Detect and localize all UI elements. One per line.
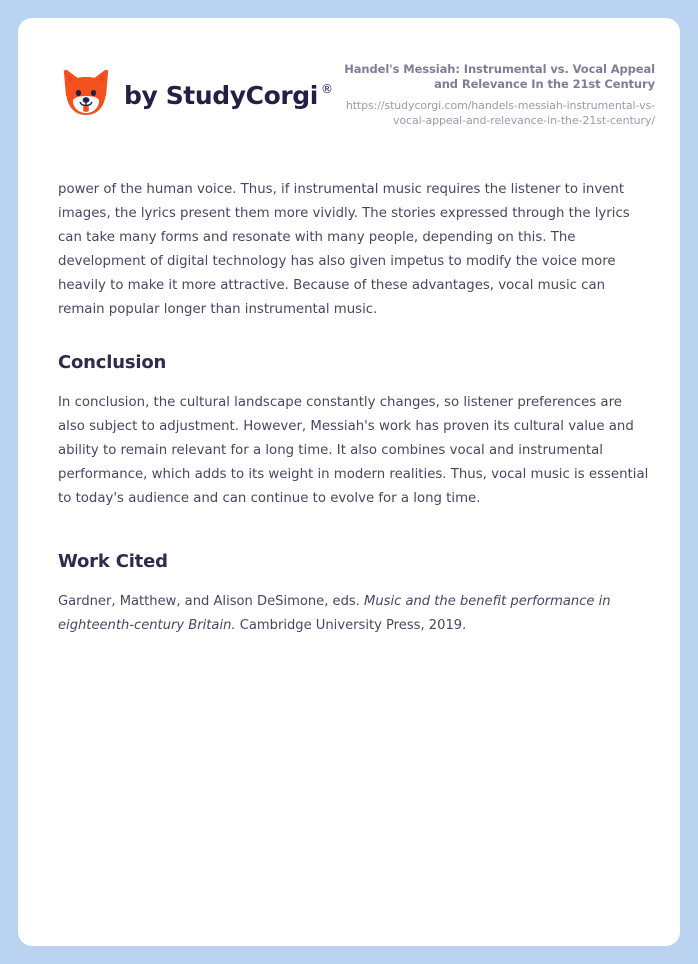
citation-entry [58,590,653,638]
heading-work-cited: Work Cited [58,551,168,572]
corgi-mascot-icon [60,68,112,122]
paragraph-conclusion: In conclusion, the cultural landscape constantly changes, so listener preferences are also subject to adjustment. However, Messiah's work has proven its cultural value and ability to remain relevant for a long time. It also combines vocal and instrumental performance, which adds to its weight in modern realities. Thus, vocal music is essential to today's audience and can continue to evolve for a long time. [58,395,649,506]
citation-publisher: Cambridge University Press, 2019. [235,618,467,633]
document-content [58,178,653,638]
document-meta [333,62,655,128]
document-header [18,18,680,140]
citation-title: Music and the benefit performance in eighteenth-century Britain. [58,594,611,633]
document-title: Handel's Messiah: Instrumental vs. Vocal Appeal and Relevance In the 21st Century [344,62,655,91]
brand-wordmark-text: by StudyCorgi [124,80,318,110]
brand-wordmark [124,81,333,110]
heading-conclusion: Conclusion [58,352,167,373]
document-url[interactable]: https://studycorgi.com/handels-messiah-instrumental-vs-vocal-appeal-and-relevance-in-the-21st-century/ [345,99,655,127]
registered-trademark-icon: ® [320,81,333,96]
paragraph-continued: power of the human voice. Thus, if instrumental music requires the listener to invent images, the lyrics present them more vividly. The stories expressed through the lyrics can take many forms and resonate with many people, depending on this. The development of digital technology has also given impetus to modify the voice more heavily to make it more attractive. Because of these advantages, vocal music can remain popular longer than instrumental music. [58,182,630,317]
citation-authors: Gardner, Matthew, and Alison DeSimone, eds. [58,594,365,609]
brand-logo [60,68,333,122]
document-page [18,18,680,946]
spacer [58,537,653,551]
